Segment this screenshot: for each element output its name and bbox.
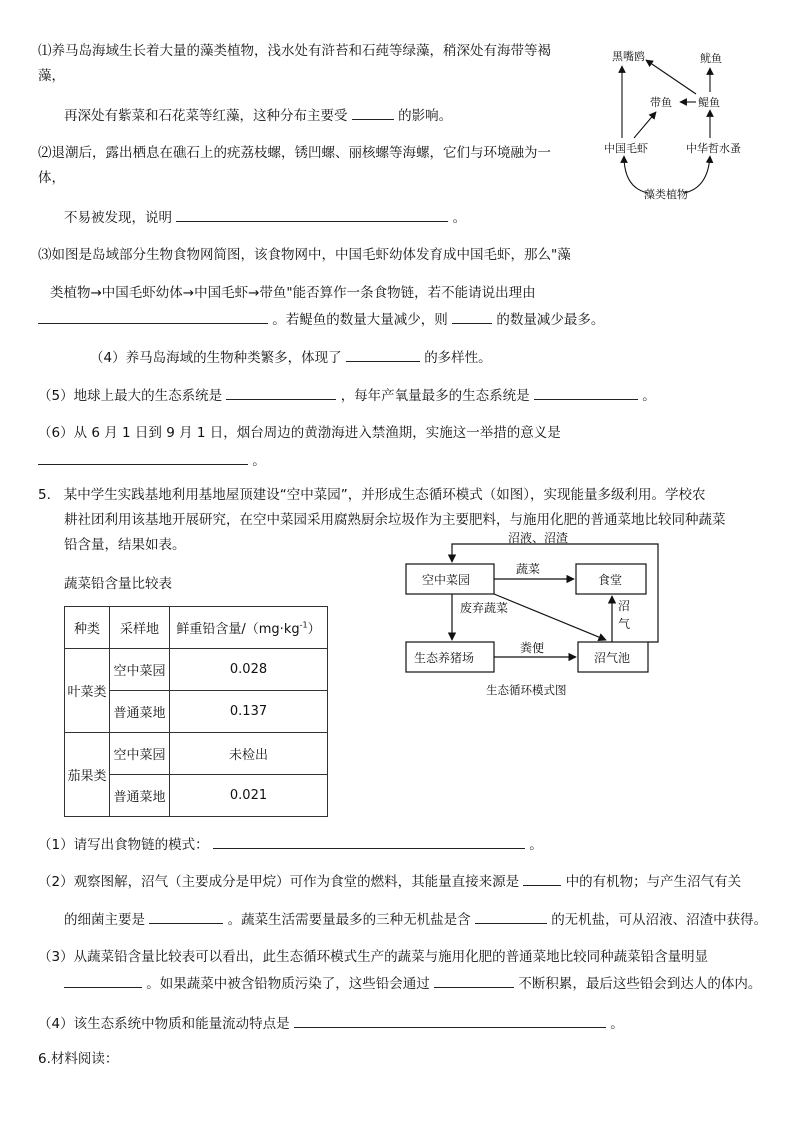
q1-line2: 藻， (38, 68, 65, 84)
q6-text-end: 。 (252, 453, 266, 469)
cell-value: 0.021 (170, 775, 328, 817)
p3-answer-blank-2[interactable] (434, 973, 514, 988)
p2-answer-blank-2[interactable] (149, 909, 223, 924)
arrow-shrimp-hairtail (634, 112, 656, 138)
eco-cycle-diagram (396, 530, 666, 702)
p2-text-d: 。蔬菜生活需要量最多的三种无机盐是含 (227, 912, 471, 928)
p4-text-a: （4）该生态系统中物质和能量流动特点是 (38, 1016, 290, 1032)
q4-line (90, 347, 492, 367)
p1-answer-blank[interactable] (213, 834, 525, 849)
p4-line (38, 1013, 624, 1033)
q2-text-a: 不易被发现，说明 (64, 210, 172, 226)
p2-answer-blank-3[interactable] (475, 909, 547, 924)
p3-line1: （3）从蔬菜铅含量比较表可以看出，此生态循环模式生产的蔬菜与施用化肥的普通菜地比较同种蔬菜铅含量明显 (38, 949, 709, 965)
label-gas-2: 气 (618, 617, 631, 631)
q5-answer-blank-1[interactable] (226, 385, 336, 400)
q5-text-b: ，每年产氧量最多的生态系统是 (340, 388, 530, 404)
section-6-heading: 6.材料阅读： (38, 1051, 119, 1067)
q6-line2 (38, 450, 266, 470)
cell-site: 普通菜地 (110, 691, 170, 733)
p2-text-b: 中的有机物；与产生沼气有关 (565, 874, 742, 890)
label-pig-farm: 生态养猪场 (414, 651, 475, 665)
label-slurry: 沼液、沼渣 (508, 531, 569, 545)
arrow-anchovy-gull (646, 60, 696, 94)
q5-text-a: （5）地球上最大的生态系统是 (38, 388, 223, 404)
q2-answer-blank[interactable] (176, 207, 448, 222)
node-shrimp: 中国毛虾 (604, 142, 648, 155)
q5-answer-blank-2[interactable] (534, 385, 638, 400)
header-lead: 鲜重铅含量$/(mg\cdot kg^{-1})$ (170, 607, 328, 649)
node-copepod: 中华哲水蚤 (686, 142, 741, 155)
cell-value: 0.137 (170, 691, 328, 733)
p1-text-b: 。 (529, 837, 543, 853)
q6-answer-blank[interactable] (38, 450, 248, 465)
table-title: 蔬菜铅含量比较表 (64, 576, 172, 592)
s5-number: 5. (38, 487, 51, 503)
p4-answer-blank[interactable] (294, 1013, 606, 1028)
q1-line3 (64, 105, 452, 125)
row-leafy-type: 叶菜类 (65, 649, 110, 733)
q3-text-b: 的数量减少最多。 (496, 312, 605, 328)
q2-line3 (64, 207, 466, 227)
q3-reason-blank[interactable] (38, 309, 268, 324)
header-site: 采样地 (110, 607, 170, 649)
p4-text-b: 。 (610, 1016, 624, 1032)
p1-text-a: （1）请写出食物链的模式： (38, 837, 209, 853)
cell-value: 0.028 (170, 649, 328, 691)
q1-text-b: 的影响。 (398, 108, 453, 124)
q1-line1: ⑴养马岛海域生长着大量的藻类植物，浅水处有浒苔和石莼等绿藻，稍深处有海带等褐 (38, 43, 551, 59)
q1-text-a: 再深处有紫菜和石花菜等红藻，这种分布主要受 (64, 108, 348, 124)
q2-line1: ⑵退潮后，露出栖息在礁石上的疣荔枝螺，锈凹螺、丽核螺等海螺，它们与环境融为一 (38, 145, 551, 161)
cell-value: 未检出 (170, 733, 328, 775)
q4-text-a: （4）养马岛海域的生物种类繁多，体现了 (90, 350, 342, 366)
p2-text-a: （2）观察图解，沼气（主要成分是甲烷）可作为食堂的燃料，其能量直接来源是 (38, 874, 520, 890)
node-anchovy: 鳀鱼 (698, 96, 720, 109)
p2-answer-blank-1[interactable] (523, 871, 561, 886)
label-canteen: 食堂 (598, 573, 623, 587)
q5-line (38, 385, 656, 405)
q3-text-a: 。若鳀鱼的数量大量减少，则 (272, 312, 448, 328)
p2-line2 (64, 909, 767, 929)
row-fruit-type: 茄果类 (65, 733, 110, 817)
cell-site: 空中菜园 (110, 733, 170, 775)
lead-content-table (64, 606, 328, 817)
label-manure: 粪便 (520, 641, 545, 655)
q3-organism-blank[interactable] (452, 309, 492, 324)
p2-text-c: 的细菌主要是 (64, 912, 145, 928)
q3-line1: ⑶如图是岛域部分生物食物网简图，该食物网中，中国毛虾幼体发育成中国毛虾，那么"藻 (38, 247, 571, 263)
cell-site: 普通菜地 (110, 775, 170, 817)
s5-text-1: 某中学生实践基地利用基地屋顶建设“空中菜园”，并形成生态循环模式（如图），实现能量多级利用。学校农 (63, 487, 706, 503)
p1-line (38, 834, 543, 854)
node-black-gull: 黑嘴鸥 (612, 50, 645, 63)
p2-text-e: 的无机盐，可从沼液、沼渣中获得。 (551, 912, 768, 928)
p3-line2 (64, 973, 761, 993)
food-web-diagram (596, 38, 768, 208)
q4-text-b: 的多样性。 (424, 350, 492, 366)
p2-line1 (38, 871, 741, 891)
label-biogas-pit: 沼气池 (594, 651, 631, 665)
label-waste-vegetables: 废弃蔬菜 (460, 601, 509, 615)
q3-line3 (38, 309, 604, 329)
header-type: 种类 (65, 607, 110, 649)
label-vegetables: 蔬菜 (516, 562, 541, 576)
s5-line3: 铅含量，结果如表。 (64, 537, 186, 553)
s5-line2: 耕社团利用该基地开展研究，在空中菜园采用腐熟厨余垃圾作为主要肥料，与施用化肥的普通菜地比较同种蔬菜 (64, 512, 726, 528)
label-gas-1: 沼 (618, 599, 631, 613)
node-hairtail: 带鱼 (650, 96, 672, 109)
q2-text-b: 。 (452, 210, 467, 226)
q6-line1: （6）从 6 月 1 日到 9 月 1 日，烟台周边的黄渤海进入禁渔期，实施这一举措的意义是 (38, 425, 561, 441)
q2-line2: 体， (38, 170, 65, 186)
arrow-waste-diagonal (494, 594, 606, 640)
q4-answer-blank[interactable] (346, 347, 420, 362)
q3-line2: 类植物→中国毛虾幼体→中国毛虾→带鱼"能否算作一条食物链，若不能请说出理由 (50, 285, 536, 301)
cell-site: 空中菜园 (110, 649, 170, 691)
s5-line1 (38, 486, 706, 504)
node-algae: 藻类植物 (644, 188, 688, 201)
q5-text-c: 。 (642, 388, 656, 404)
node-squid: 鱿鱼 (700, 52, 722, 65)
diagram-caption: 生态循环模式图 (486, 683, 567, 697)
q1-answer-blank[interactable] (352, 105, 394, 120)
p3-text-c: 不断积累，最后这些铅会到达人的体内。 (518, 976, 762, 992)
label-sky-garden: 空中菜园 (422, 573, 471, 587)
p3-text-b: 。如果蔬菜中被含铅物质污染了，这些铅会通过 (146, 976, 430, 992)
p3-answer-blank-1[interactable] (64, 973, 142, 988)
